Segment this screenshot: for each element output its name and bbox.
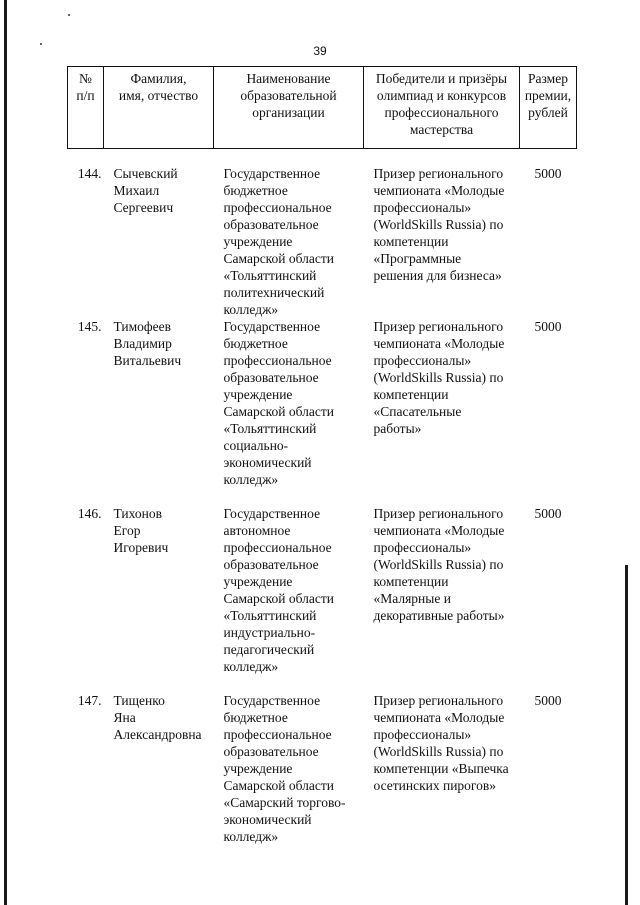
award-line: компетенции xyxy=(373,387,449,402)
organization-line: профессиональное xyxy=(223,540,332,555)
organization-line: Государственное xyxy=(223,506,321,521)
organization-line: профессиональное xyxy=(223,200,332,215)
award-line: профессионалы» xyxy=(373,540,472,555)
organization-line: образовательное xyxy=(223,217,319,232)
organization-line: профессиональное xyxy=(223,353,332,368)
prize-amount-text: 5000 xyxy=(534,166,562,181)
organization-line: колледж» xyxy=(223,302,279,317)
prize-amount xyxy=(520,149,577,319)
row-number xyxy=(68,505,104,692)
organization-line: учреждение xyxy=(223,761,293,776)
person-name-line: Сергеевич xyxy=(113,200,174,215)
scan-edge-right xyxy=(625,565,628,905)
person-name-line: Михаил xyxy=(113,183,160,198)
award-line: (WorldSkills Russia) по xyxy=(373,744,504,759)
header-line: профессионального xyxy=(384,105,499,120)
award-line: компетенции «Выпечка xyxy=(373,761,509,776)
organization-line: экономический xyxy=(223,455,312,470)
organization-line: Государственное xyxy=(223,319,321,334)
header-org xyxy=(214,67,364,149)
organization-line: учреждение xyxy=(223,574,293,589)
prize-amount xyxy=(520,692,577,862)
row-number xyxy=(68,692,104,862)
person-name xyxy=(104,149,214,319)
organization-line: Государственное xyxy=(223,166,321,181)
organization xyxy=(214,318,364,505)
person-name-line: Тищенко xyxy=(113,693,165,708)
organization-line: педагогический xyxy=(223,642,315,657)
award-description xyxy=(364,505,520,692)
header-line: имя, отчество xyxy=(118,88,199,103)
organization-line: бюджетное xyxy=(223,710,288,725)
person-name-line: Александровна xyxy=(113,727,202,742)
organization-line: бюджетное xyxy=(223,183,288,198)
award-description xyxy=(364,318,520,505)
page-number: 39 xyxy=(313,44,327,58)
organization-line: Самарской области xyxy=(223,404,335,419)
header-line: № xyxy=(79,71,92,86)
organization-line: профессиональное xyxy=(223,727,332,742)
row-number-text: 147. xyxy=(77,693,102,708)
award-table xyxy=(67,66,577,862)
table-row xyxy=(68,318,577,505)
header-line: Фамилия, xyxy=(130,71,187,86)
award-line: Призер регионального xyxy=(373,319,504,334)
person-name-line: Яна xyxy=(113,710,136,725)
header-row xyxy=(68,67,577,149)
person-name-line: Владимир xyxy=(113,336,172,351)
organization-line: автономное xyxy=(223,523,291,538)
organization xyxy=(214,149,364,319)
organization-line: Самарской области xyxy=(223,591,335,606)
organization-line: «Тольяттинский xyxy=(223,421,317,436)
award-line: «Спасательные xyxy=(373,404,462,419)
header-name xyxy=(104,67,214,149)
award-line: чемпионата «Молодые xyxy=(373,523,505,538)
organization-line: экономический xyxy=(223,812,312,827)
row-number xyxy=(68,149,104,319)
row-number xyxy=(68,318,104,505)
person-name xyxy=(104,318,214,505)
prize-amount xyxy=(520,505,577,692)
header-prize xyxy=(520,67,577,149)
table-row xyxy=(68,149,577,319)
header-line: образовательной xyxy=(240,88,337,103)
header-award xyxy=(364,67,520,149)
organization-line: Самарской области xyxy=(223,251,335,266)
row-number-text: 144. xyxy=(77,166,102,181)
award-line: (WorldSkills Russia) по xyxy=(373,217,504,232)
award-line: (WorldSkills Russia) по xyxy=(373,557,504,572)
award-line: «Программные xyxy=(373,251,462,266)
organization-line: колледж» xyxy=(223,472,279,487)
award-line: (WorldSkills Russia) по xyxy=(373,370,504,385)
person-name-line: Игоревич xyxy=(113,540,169,555)
award-line: профессионалы» xyxy=(373,353,472,368)
organization-line: образовательное xyxy=(223,557,319,572)
award-description xyxy=(364,692,520,862)
row-number-text: 146. xyxy=(77,506,102,521)
organization-line: учреждение xyxy=(223,387,293,402)
prize-amount-text: 5000 xyxy=(534,506,562,521)
award-line: компетенции xyxy=(373,574,449,589)
header-line: организации xyxy=(252,105,325,120)
header-line: Победители и призёры xyxy=(375,71,508,86)
header-line: олимпиад и конкурсов xyxy=(376,88,507,103)
person-name xyxy=(104,505,214,692)
award-line: Призер регионального xyxy=(373,506,504,521)
organization-line: индустриально- xyxy=(223,625,316,640)
organization-line: колледж» xyxy=(223,829,279,844)
table-row xyxy=(68,505,577,692)
scan-edge-left xyxy=(4,0,7,905)
prize-amount-text: 5000 xyxy=(534,319,562,334)
organization-line: Государственное xyxy=(223,693,321,708)
header-line: премии, xyxy=(524,88,572,103)
award-line: чемпионата «Молодые xyxy=(373,183,505,198)
organization-line: учреждение xyxy=(223,234,293,249)
header-line: Наименование xyxy=(246,71,331,86)
organization-line: политехнический xyxy=(223,285,325,300)
header-line: п/п xyxy=(76,88,95,103)
person-name-line: Тихонов xyxy=(113,506,162,521)
award-line: осетинских пирогов» xyxy=(373,778,497,793)
person-name xyxy=(104,692,214,862)
table-row xyxy=(68,692,577,862)
award-line: компетенции xyxy=(373,234,449,249)
organization xyxy=(214,505,364,692)
person-name-line: Витальевич xyxy=(113,353,182,368)
organization-line: «Тольяттинский xyxy=(223,268,317,283)
award-line: декоративные работы» xyxy=(373,608,505,623)
header-line: мастерства xyxy=(409,122,474,137)
organization-line: образовательное xyxy=(223,744,319,759)
award-line: Призер регионального xyxy=(373,693,504,708)
award-line: решения для бизнеса» xyxy=(373,268,502,283)
organization-line: «Тольяттинский xyxy=(223,608,317,623)
award-line: профессионалы» xyxy=(373,200,472,215)
organization-line: социально- xyxy=(223,438,289,453)
organization-line: образовательное xyxy=(223,370,319,385)
organization-line: «Самарский торгово- xyxy=(223,795,346,810)
prize-amount-text: 5000 xyxy=(534,693,562,708)
organization-line: Самарской области xyxy=(223,778,335,793)
award-line: чемпионата «Молодые xyxy=(373,336,505,351)
prize-amount xyxy=(520,318,577,505)
award-description xyxy=(364,149,520,319)
header-line: рублей xyxy=(528,105,568,120)
organization-line: бюджетное xyxy=(223,336,288,351)
person-name-line: Егор xyxy=(113,523,141,538)
header-num xyxy=(68,67,104,149)
organization-line: колледж» xyxy=(223,659,279,674)
award-line: Призер регионального xyxy=(373,166,504,181)
award-line: «Малярные и xyxy=(373,591,451,606)
row-number-text: 145. xyxy=(77,319,102,334)
award-line: профессионалы» xyxy=(373,727,472,742)
organization xyxy=(214,692,364,862)
person-name-line: Тимофеев xyxy=(113,319,172,334)
header-line: Размер xyxy=(528,71,568,86)
person-name-line: Сычевский xyxy=(113,166,178,181)
scan-speck xyxy=(68,14,70,16)
award-line: работы» xyxy=(373,421,422,436)
award-line: чемпионата «Молодые xyxy=(373,710,505,725)
